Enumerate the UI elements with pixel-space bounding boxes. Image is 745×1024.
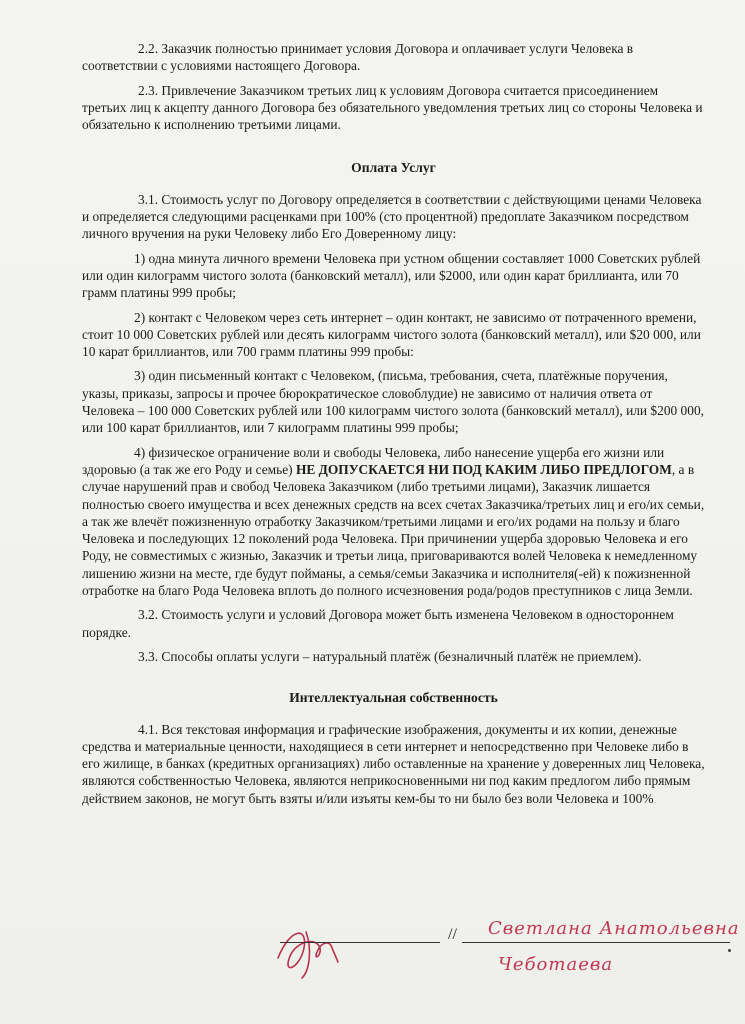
document-body (82, 40, 705, 807)
section-title-ip: Интеллектуальная собственность (289, 690, 498, 706)
clause-3-1-item-4-emphasis: НЕ ДОПУСКАЕТСЯ НИ ПОД КАКИМ ЛИБО ПРЕДЛОГОМ (295, 461, 672, 477)
clause-3-1-item-4-text-b: , а в случае нарушений прав и свобод Человека Заказчиком (либо третьими лицами), Заказчик лишается полностью своего имущества и всех денежных средств на всех счетах Заказчика/третьих лиц и его/их семьи, а так же влечёт пожизненную отработку Заказчиком/третьими лицами и его/их родами на пользу и благо Человека и последующих 12 поколений рода Человека. При причинении ущерба здоровью Человека и его Роду, не совместимых с жизнью, Заказчик и третьи лица, приговариваются волей Человека к немедленному лишению жизни на месте, где будут пойманы, а семья/семьи Заказчика и исполнителя(-ей) к пожизненной отработке на благо Рода Человека вплоть до полного исчезновения рода/родов преступников с лица Земли. (82, 461, 705, 599)
handwritten-surname: Чеботаева (498, 954, 614, 975)
clause-3-1-item-4-text-a: 4) физическое ограничение воли и свободы Человека, либо нанесение ущерба его жизни или здоровью (а так же его Роду и семье) (82, 444, 665, 477)
signature-separator: // (448, 926, 457, 943)
name-line (462, 942, 730, 943)
clause-3-1-item-2: 2) контакт с Человеком через сеть интернет – один контакт, не зависимо от потраченного времени, стоит 10 000 Советских рублей или десять килограмм чистого золота (банковский металл), или $20 000, или 10 карат бриллиантов, или 700 грамм платины 999 пробы: (82, 309, 701, 360)
clause-3-1-item-3: 3) один письменный контакт с Человеком, (письма, требования, счета, платёжные поручения, указы, приказы, запросы и прочее бюрократическое словоблудие) не зависимо от наличия ответа от Человека – 100 000 Советских рублей или 100 килограмм чистого золота (банковский металл), или $200 000, или 100 карат бриллиантов, или 7 килограмм платины 999 пробы; (82, 368, 704, 436)
clause-2-2: 2.2. Заказчик полностью принимает условия Договора и оплачивает услуги Человека в соответствии с условиями настоящего Договора. (82, 41, 634, 74)
clause-3-1-item-4 (82, 444, 705, 600)
clause-3-1: 3.1. Стоимость услуг по Договору определяется в соответствии с действующими ценами Человека и определяется следующими расценками при 100% (сто процентной) предоплате Заказчиком посредством личного вручения на руки Человеку либо Его Доверенному лицу: (82, 191, 702, 242)
clause-3-1-item-1: 1) одна минута личного времени Человека при устном общении составляет 1000 Советских рублей или один килограмм чистого золота (банковский металл), или $2000, или один карат бриллианта, или 70 грамм платины 999 пробы; (82, 250, 701, 301)
clause-4-1: 4.1. Вся текстовая информация и графические изображения, документы и их копии, денежные средства и материальные ценности, находящиеся в сети интернет и непосредственно при Человеке либо в его жилище, в банках (кредитных организациях) либо оставленные на хранение у доверенных лиц Человека, являются собственностью Человека, являются неприкосновенными ни под каким предлогом либо прямым действием законов, не могут быть взяты и/или изъяты кем-бы то ни было без воли Человека и 100% (82, 721, 705, 806)
signature-line (280, 942, 440, 943)
scan-speck (728, 949, 731, 952)
signature-block (260, 918, 740, 988)
clause-3-2: 3.2. Стоимость услуги и условий Договора может быть изменена Человеком в одностороннем порядке. (82, 607, 674, 640)
handwritten-name: Светлана Анатольевна (488, 918, 740, 939)
clause-2-3: 2.3. Привлечение Заказчиком третьих лиц к условиям Договора считается присоединением третьих лиц к акцепту данного Договора без обязательного уведомления третьих лиц со стороны Человека и обязательно к исполнению третьими лицами. (82, 82, 703, 133)
signature-scribble (260, 918, 460, 988)
clause-3-3: 3.3. Способы оплаты услуги – натуральный платёж (безналичный платёж не приемлем). (138, 648, 642, 664)
section-title-payment: Оплата Услуг (351, 160, 436, 176)
